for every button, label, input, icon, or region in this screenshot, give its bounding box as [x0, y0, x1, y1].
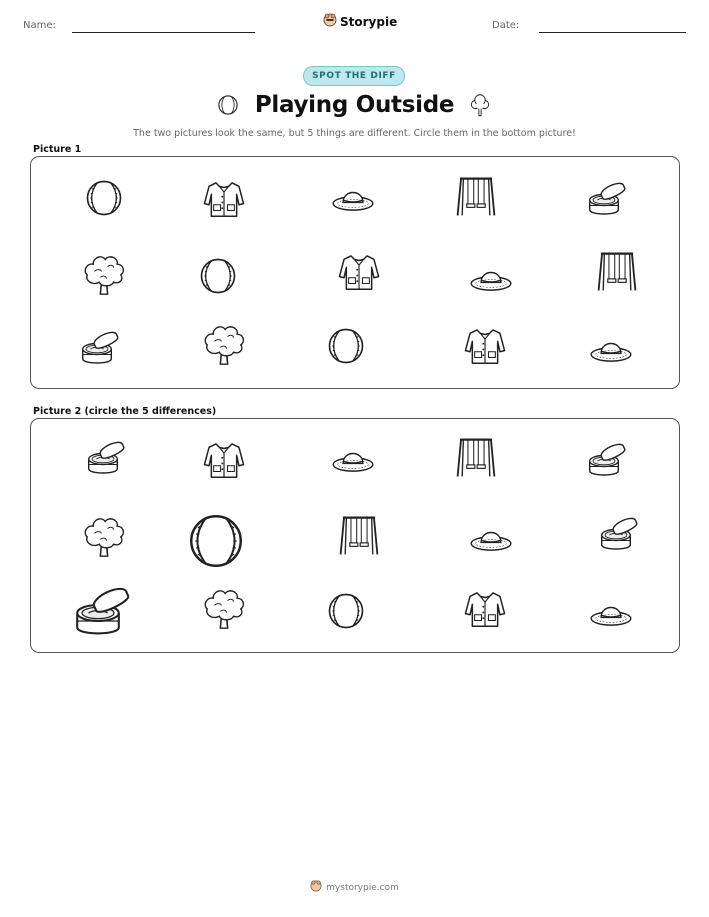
page-title: Playing Outside — [254, 92, 455, 118]
jar-icon[interactable] — [594, 513, 638, 557]
picture-2-label: Picture 2 (circle the 5 differences) — [33, 406, 217, 417]
brand-name: Storypie — [340, 14, 398, 29]
instructions: The two pictures look the same, but 5 things are different. Circle them in the bottom picture! — [133, 128, 576, 139]
jacket-icon[interactable] — [201, 437, 247, 483]
jacket-icon — [462, 323, 508, 369]
swing-icon — [594, 249, 640, 295]
jacket-icon[interactable] — [462, 586, 508, 632]
storypie-logo-icon — [310, 880, 322, 895]
hat-icon[interactable] — [587, 591, 635, 635]
date-line[interactable] — [539, 32, 686, 33]
name-line[interactable] — [72, 32, 255, 33]
picture-1-panel — [30, 156, 680, 389]
jacket-icon — [336, 249, 382, 295]
swing-icon — [453, 174, 499, 220]
jar-icon[interactable] — [582, 439, 626, 483]
hat-icon[interactable] — [329, 437, 377, 481]
baseball-icon-large[interactable] — [183, 508, 249, 574]
jacket-icon — [201, 176, 247, 222]
name-label: Name: — [23, 20, 56, 31]
baseball-icon — [82, 176, 126, 220]
hat-icon[interactable] — [467, 516, 515, 560]
jar-icon — [582, 178, 626, 222]
date-label: Date: — [492, 20, 520, 31]
jar-icon — [75, 327, 119, 371]
hat-icon — [329, 176, 377, 220]
picture-2-panel[interactable] — [30, 418, 680, 653]
jar-icon[interactable] — [81, 437, 125, 481]
tree-icon — [200, 321, 248, 369]
baseball-icon — [324, 324, 368, 368]
baseball-icon — [196, 254, 240, 298]
storypie-logo-icon — [323, 13, 337, 30]
footer-url[interactable]: mystorypie.com — [326, 882, 399, 893]
footer — [0, 880, 709, 895]
brand — [323, 13, 397, 30]
hat-icon — [587, 327, 635, 371]
picture-1-label: Picture 1 — [33, 144, 82, 155]
spot-the-diff-badge: SPOT THE DIFF — [303, 66, 405, 86]
swing-icon[interactable] — [336, 513, 382, 559]
tree-icon[interactable] — [200, 585, 248, 633]
swing-icon[interactable] — [453, 435, 499, 481]
hat-icon — [467, 256, 515, 300]
tree-icon[interactable] — [80, 513, 128, 561]
baseball-icon[interactable] — [324, 589, 368, 633]
jar-icon-large[interactable] — [66, 581, 130, 645]
tree-icon — [80, 251, 128, 299]
tree-icon — [465, 91, 495, 125]
